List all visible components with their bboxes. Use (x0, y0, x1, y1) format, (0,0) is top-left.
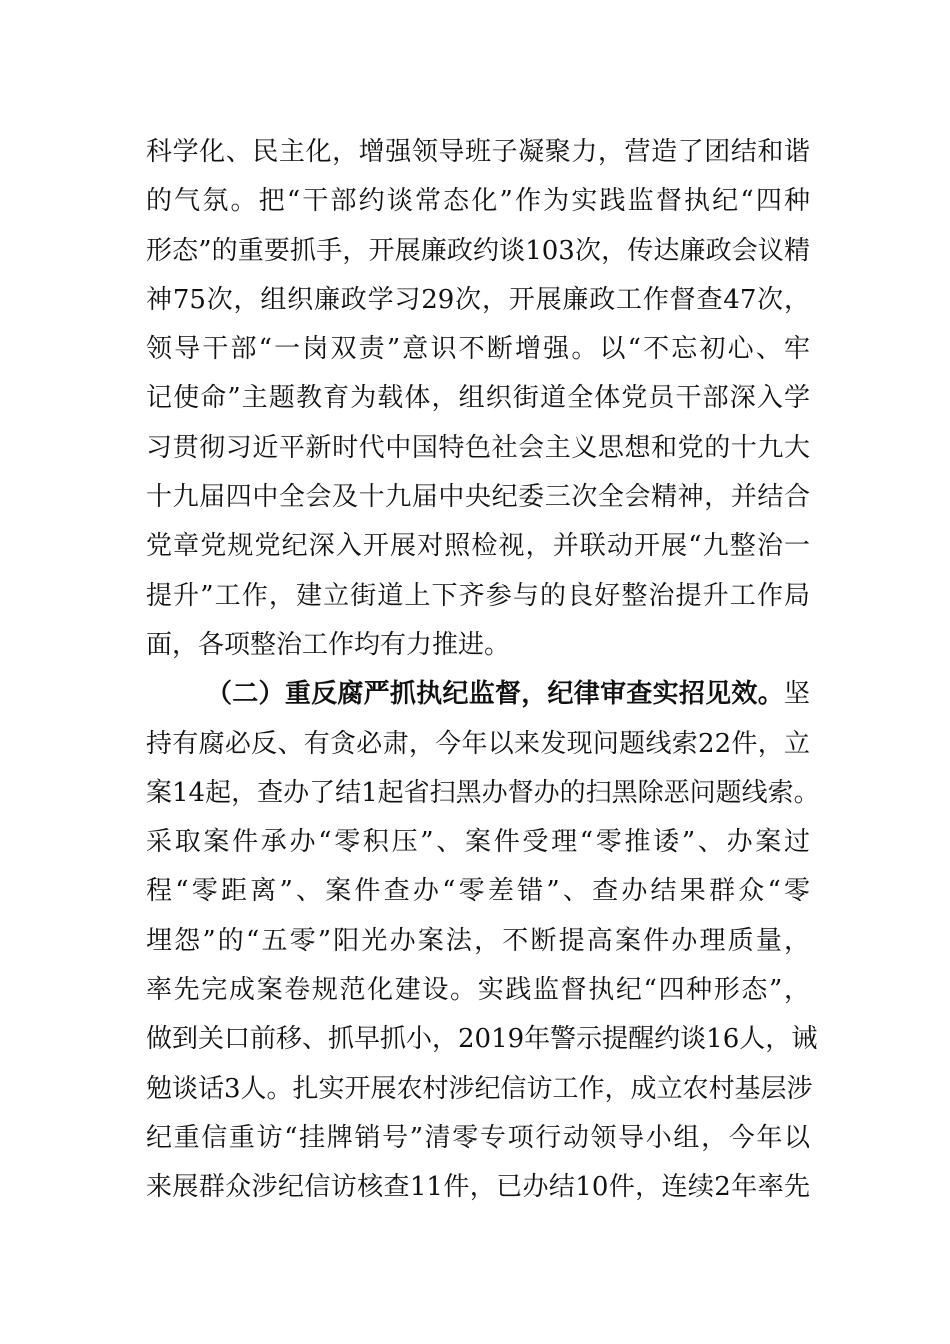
text-line: 习贯彻习近平新时代中国特色社会主义思想和党的十九大 (146, 432, 810, 463)
text-line: 来展群众涉纪信访核查11件，已办结10件，连续2年率先 (146, 1172, 810, 1203)
text-line: 领导干部“一岗双责”意识不断增强。以“不忘初心、牢 (146, 334, 810, 365)
text-line: 形态”的重要抓手，开展廉政约谈103次，传达廉政会议精 (146, 235, 810, 266)
text-line: 科学化、民主化，增强领导班子凝聚力，营造了团结和谐 (146, 137, 810, 167)
section-heading: （二）重反腐严抓执纪监督，纪律审查实招见效。 (206, 679, 784, 710)
text-line: 埋怨”的“五零”阳光办案法，不断提高案件办理质量， (146, 925, 810, 956)
section-heading-line (146, 670, 810, 719)
paragraph-2 (146, 670, 820, 1212)
text-line: 提升”工作，建立街道上下齐参与的良好整治提升工作局 (146, 580, 810, 611)
text-line: 的气氛。把“干部约谈常态化”作为实践监督执纪“四种 (146, 186, 810, 217)
text-line: 率先完成案卷规范化建设。实践监督执纪“四种形态”， (146, 975, 810, 1006)
paragraph-1 (146, 128, 810, 670)
document-body (146, 128, 820, 1213)
text-line: 面，各项整治工作均有力推进。 (146, 629, 511, 660)
text-run: 坚 (783, 679, 810, 710)
text-line: 做到关口前移、抓早抓小，2019年警示提醒约谈16人，诫 (146, 1024, 818, 1055)
text-line: 采取案件承办“零积压”、案件受理“零推诿”、办案过 (146, 827, 810, 858)
text-line: 记使命”主题教育为载体，组织街道全体党员干部深入学 (146, 383, 810, 414)
text-line: 勉谈话3人。扎实开展农村涉纪信访工作，成立农村基层涉 (146, 1073, 813, 1104)
text-line: 纪重信重访“挂牌销号”清零专项行动领导小组，今年以 (146, 1122, 810, 1153)
text-line: 程“零距离”、案件查办“零差错”、查办结果群众“零 (146, 876, 810, 907)
text-line: 案14起，查办了结1起省扫黑办督办的扫黑除恶问题线索。 (146, 777, 820, 808)
text-line: 神75次，组织廉政学习29次，开展廉政工作督查47次， (146, 284, 810, 315)
text-line: 党章党规党纪深入开展对照检视，并联动开展“九整治一 (146, 531, 810, 562)
text-line: 十九届四中全会及十九届中央纪委三次全会精神，并结合 (146, 482, 810, 513)
text-line: 持有腐必反、有贪必肃，今年以来发现问题线索22件，立 (146, 728, 810, 759)
